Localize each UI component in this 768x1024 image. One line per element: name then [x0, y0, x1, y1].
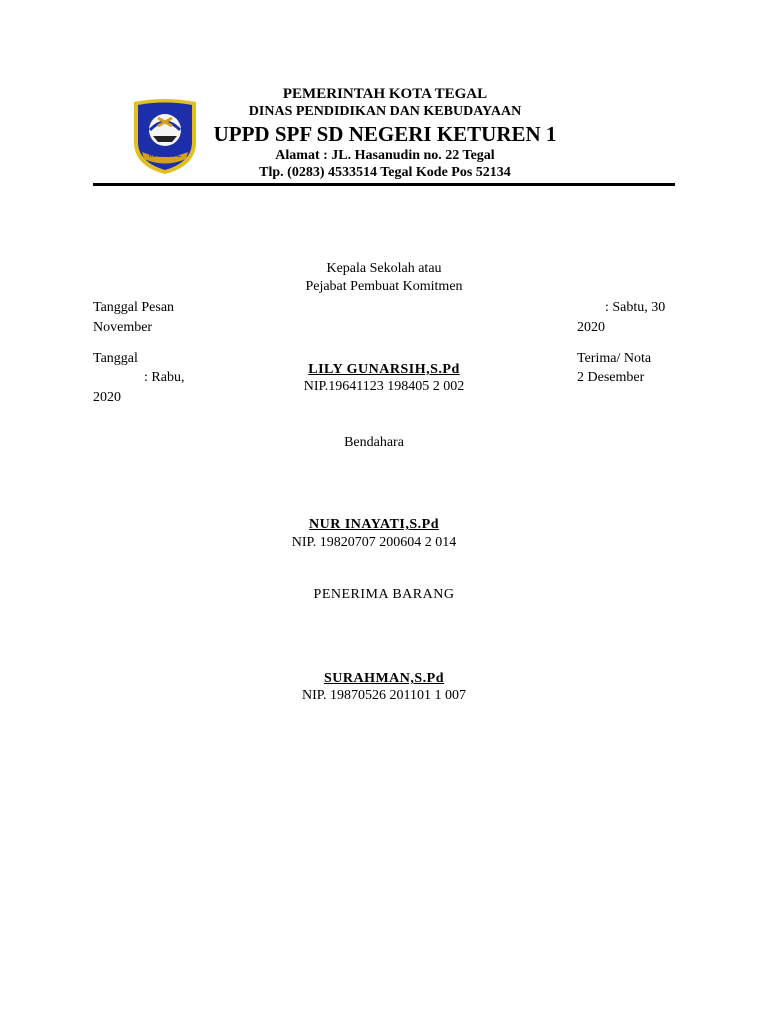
- receipt-date-label: Tanggal: [93, 351, 138, 366]
- order-date-month: November: [93, 320, 153, 335]
- kepsek-title-1: Kepala Sekolah atau: [326, 261, 442, 276]
- order-date-day: : Sabtu, 30: [605, 300, 666, 315]
- receipt-note-label: Terima/ Nota: [577, 351, 652, 366]
- government-name: PEMERINTAH KOTA TEGAL: [282, 86, 488, 102]
- letterhead-divider: [93, 183, 675, 186]
- department-name: DINAS PENDIDIKAN DAN KEBUDAYAAN: [248, 104, 522, 119]
- bendahara-title: Bendahara: [344, 435, 404, 450]
- receipt-date-value: 2 Desember: [577, 370, 645, 385]
- bendahara-name: NUR INAYATI,S.Pd: [308, 517, 440, 532]
- school-address: Alamat : JL. Hasanudin no. 22 Tegal: [275, 148, 495, 163]
- penerima-title: PENERIMA BARANG: [313, 587, 455, 602]
- receipt-date-year: 2020: [93, 390, 121, 405]
- order-date-year: 2020: [577, 320, 605, 335]
- receipt-date-day: : Rabu,: [144, 370, 185, 385]
- school-name: UPPD SPF SD NEGERI KETUREN 1: [213, 122, 557, 146]
- kepsek-name: LILY GUNARSIH,S.Pd: [308, 362, 460, 377]
- penerima-name: SURAHMAN,S.Pd: [323, 671, 445, 686]
- kepsek-nip: NIP.19641123 198405 2 002: [303, 379, 465, 394]
- bendahara-nip: NIP. 19820707 200604 2 014: [291, 535, 457, 550]
- logo-ribbon-text: KOTA TEGAL: [149, 153, 181, 159]
- school-phone: Tlp. (0283) 4533514 Tegal Kode Pos 52134: [259, 165, 511, 180]
- kepsek-title-2: Pejabat Pembuat Komitmen: [305, 279, 463, 294]
- penerima-nip: NIP. 19870526 201101 1 007: [302, 688, 466, 703]
- order-date-label: Tanggal Pesan: [93, 300, 175, 315]
